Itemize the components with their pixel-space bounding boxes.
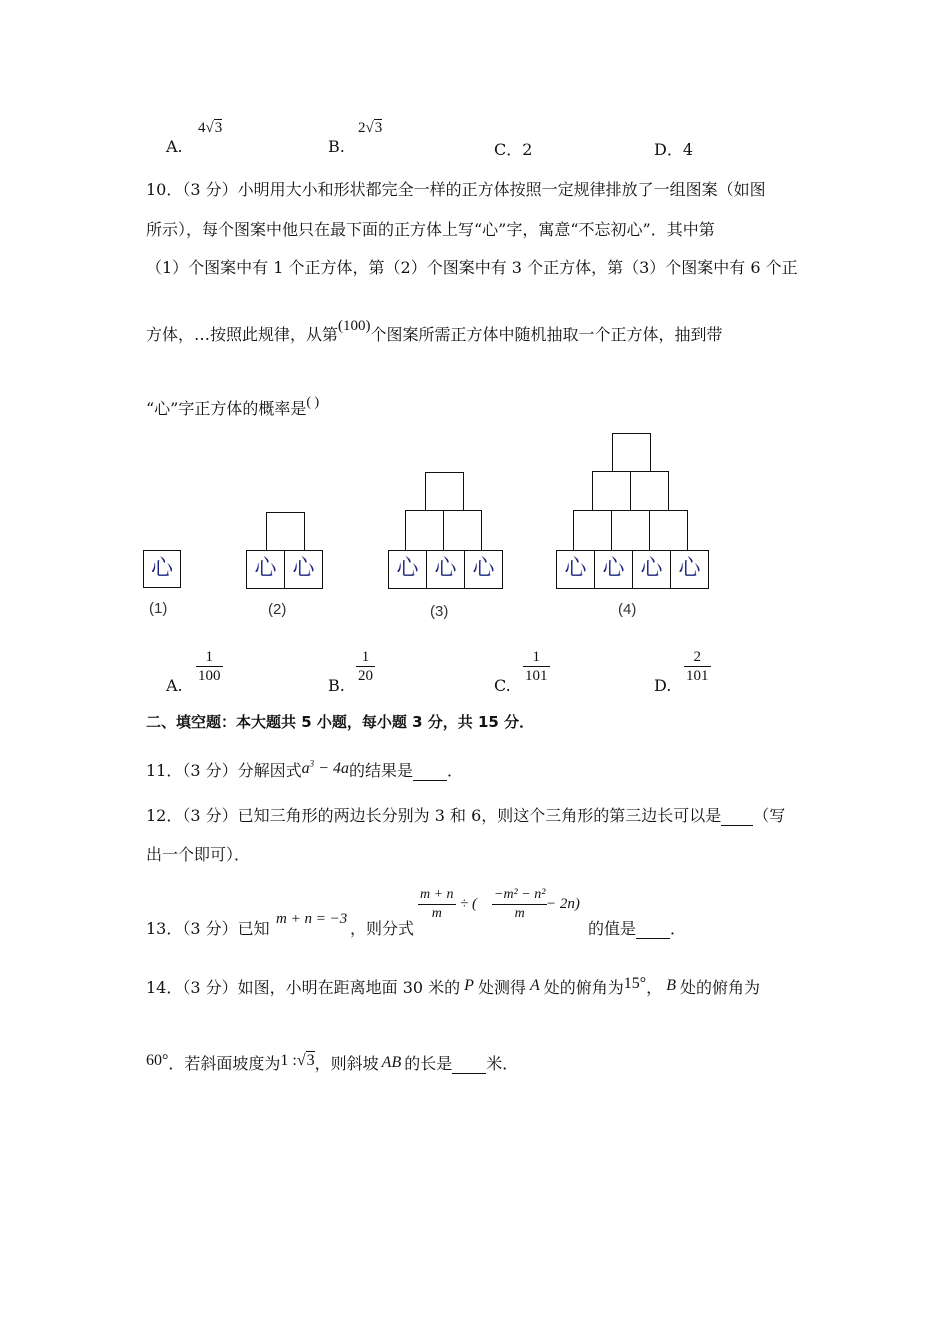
- q10-option-a-letter: A.: [166, 676, 183, 695]
- section-heading: 二、填空题：本大题共 5 小题，每小题 3 分，共 15 分．: [146, 713, 535, 731]
- q10-option-d-letter: D.: [654, 676, 672, 695]
- q13-condition: m + n = −3: [276, 911, 348, 927]
- plain-cube: [612, 433, 651, 472]
- q9-option-b-value: 2√3: [358, 120, 383, 136]
- q10-option-d-fraction: $\frac{2}{101}$: [686, 649, 709, 684]
- xin-cube: 心: [143, 550, 181, 588]
- q9-option-a-value: 4√3: [198, 120, 223, 136]
- q13-post: 的值是 ．: [588, 919, 687, 938]
- q10-option-b-fraction: $\frac{1}{20}$: [358, 649, 373, 684]
- xin-cube: 心: [632, 550, 671, 589]
- q9-option-a-letter: A.: [166, 137, 183, 156]
- plain-cube: [443, 510, 482, 551]
- figure-3-label: (3): [430, 603, 449, 620]
- xin-cube: 心: [464, 550, 503, 589]
- q10-line5: “心”字正方体的概率是( ): [146, 395, 320, 418]
- plain-cube: [611, 510, 650, 551]
- q10-option-b-letter: B.: [328, 676, 345, 695]
- question-14-line2: 60°．若斜面坡度为1 :√3，则斜坡 AB 的长是 米．: [146, 1052, 519, 1073]
- plain-cube: [405, 510, 444, 551]
- xin-cube: 心: [670, 550, 709, 589]
- q10-line2: 所示），每个图案中他只在最下面的正方体上写“心”字，寓意“不忘初心”．其中第: [146, 220, 715, 239]
- q10-line3: （1）个图案中有 1 个正方体，第（2）个图案中有 3 个正方体，第（3）个图案中有 6 个正: [146, 258, 798, 277]
- q9-option-b-letter: B.: [328, 137, 345, 156]
- plain-cube: [425, 472, 464, 511]
- question-14-line1: 14．（3 分）如图，小明在距离地面 30 米的 P 处测得 A 处的俯角为15°， B 处的俯角为: [146, 975, 760, 997]
- xin-cube: 心: [388, 550, 427, 589]
- xin-cube: 心: [426, 550, 465, 589]
- figure-2-label: (2): [268, 601, 287, 618]
- q13-mid: ，则分式: [350, 919, 415, 938]
- plain-cube: [649, 510, 688, 551]
- q13-divide: ÷ (: [460, 896, 477, 912]
- plain-cube: [592, 471, 631, 511]
- question-12-line1: 12．（3 分）已知三角形的两边长分别为 3 和 6，则这个三角形的第三边长可以是 （写: [146, 806, 786, 825]
- q10-option-c-letter: C.: [494, 676, 511, 695]
- q10-line1: 10．（3 分）小明用大小和形状都完全一样的正方体按照一定规律排放了一组图案（如图: [146, 180, 766, 199]
- question-11: 11．（3 分）分解因式$a^3 - 4a$的结果是 ．: [146, 758, 463, 780]
- plain-cube: [573, 510, 612, 551]
- figure-1-label: (1): [149, 600, 168, 617]
- xin-cube: 心: [556, 550, 595, 589]
- question-12-line2: 出一个即可）．: [146, 845, 251, 864]
- q10-option-c-fraction: $\frac{1}{101}$: [525, 649, 548, 684]
- plain-cube: [266, 512, 305, 551]
- q13-fraction-1: $\frac{m + n}{m}$: [420, 887, 454, 921]
- xin-cube: 心: [594, 550, 633, 589]
- xin-cube: 心: [284, 550, 323, 589]
- plain-cube: [630, 471, 669, 511]
- q13-pre: 13．（3 分）已知: [146, 919, 270, 938]
- q13-tail: − 2n): [546, 896, 580, 912]
- q10-line4: 方体，…按照此规律，从第(100)个图案所需正方体中随机抽取一个正方体，抽到带: [146, 318, 723, 344]
- q13-fraction-2: $\frac{\text{−m² − n²}}{m}$: [494, 887, 546, 921]
- xin-cube: 心: [246, 550, 285, 589]
- q9-option-d: D．4: [654, 140, 694, 159]
- figure-4-label: (4): [618, 601, 637, 618]
- q9-option-c: C．2: [494, 140, 533, 159]
- q10-option-a-fraction: $\frac{1}{100}$: [198, 649, 221, 684]
